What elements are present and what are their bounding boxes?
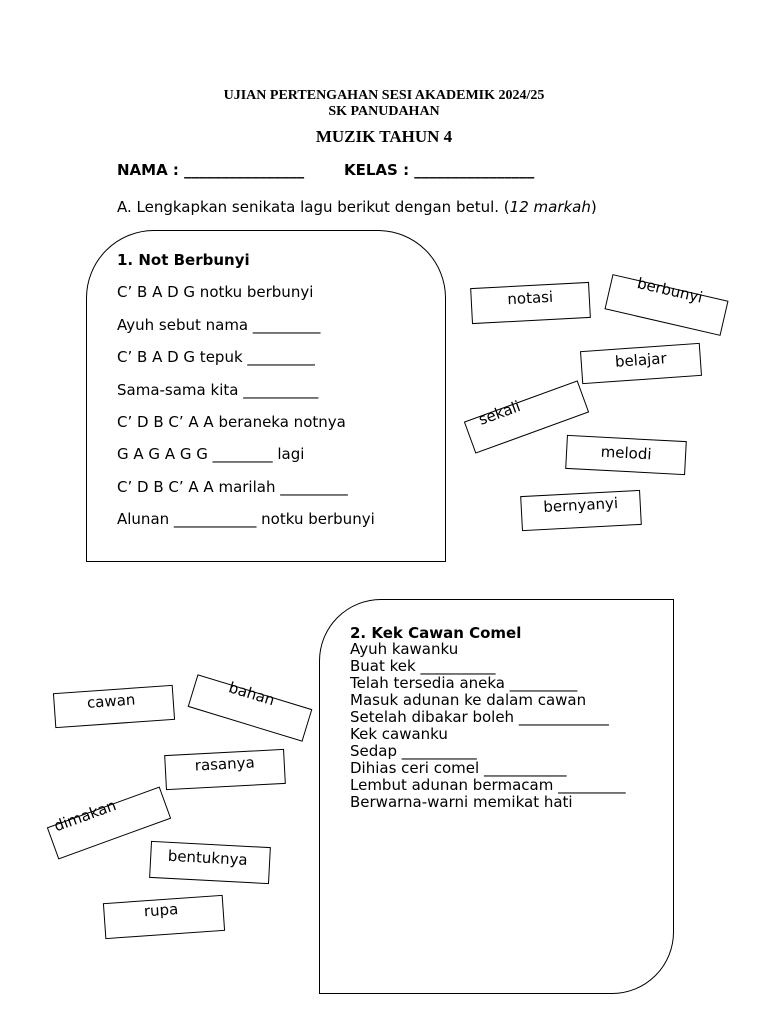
- instruction-text: A. Lengkapkan senikata lagu berikut dengan betul. (: [117, 198, 510, 216]
- word-card-melodi[interactable]: melodi: [565, 435, 687, 475]
- lyric-line[interactable]: Alunan ___________ notku berbunyi: [117, 510, 375, 528]
- lyric-line: Masuk adunan ke dalam cawan: [350, 691, 587, 709]
- word-card-bernyanyi[interactable]: bernyanyi: [520, 490, 642, 531]
- word-card-cawan[interactable]: cawan: [53, 685, 175, 728]
- word-card-notasi[interactable]: notasi: [470, 282, 591, 324]
- lyric-line[interactable]: C’ D B C’ A A marilah _________: [117, 478, 348, 496]
- class-field[interactable]: KELAS : ________________: [344, 161, 535, 179]
- word-card-belajar[interactable]: belajar: [580, 343, 702, 384]
- lyric-line[interactable]: Sama-sama kita __________: [117, 381, 319, 399]
- subject-title: MUZIK TAHUN 4: [315, 127, 453, 146]
- lyric-line[interactable]: Sedap __________: [350, 742, 477, 760]
- word-card-rasanya[interactable]: rasanya: [164, 749, 286, 790]
- word-card-bahan[interactable]: bahan: [188, 674, 313, 742]
- word-card-berbunyi[interactable]: berbunyi: [604, 274, 728, 336]
- lyric-line[interactable]: Telah tersedia aneka _________: [350, 674, 578, 692]
- lyric-line[interactable]: Buat kek __________: [350, 657, 496, 675]
- word-card-rupa[interactable]: rupa: [103, 895, 225, 939]
- instruction: [117, 198, 597, 216]
- lyric-line: C’ D B C’ A A beraneka notnya: [117, 413, 346, 431]
- lyric-line[interactable]: Ayuh sebut nama _________: [117, 316, 321, 334]
- word-card-dimakan[interactable]: dimakan: [47, 787, 171, 860]
- lyric-line[interactable]: Setelah dibakar boleh ____________: [350, 708, 609, 726]
- word-card-sekali[interactable]: sekali: [464, 380, 589, 453]
- lyric-line: Berwarna-warni memikat hati: [350, 793, 573, 811]
- lyric-line: Kek cawanku: [350, 725, 448, 743]
- word-card-bentuknya[interactable]: bentuknya: [149, 841, 271, 884]
- lyric-line[interactable]: Dihias ceri comel ___________: [350, 759, 567, 777]
- name-field[interactable]: NAMA : ________________: [117, 161, 305, 179]
- song2-title: 2. Kek Cawan Comel: [350, 624, 522, 642]
- school-name: SK PANUDAHAN: [328, 104, 440, 119]
- lyric-line: Ayuh kawanku: [350, 640, 459, 658]
- song2-lyrics: [350, 641, 626, 811]
- lyric-line: C’ B A D G notku berbunyi: [117, 283, 314, 301]
- exam-title: UJIAN PERTENGAHAN SESI AKADEMIK 2024/25: [223, 88, 545, 103]
- instruction-marks: 12 markah: [509, 198, 591, 216]
- lyric-line[interactable]: G A G A G G ________ lagi: [117, 445, 305, 463]
- instruction-suffix: ): [590, 198, 597, 216]
- song1-title: 1. Not Berbunyi: [117, 251, 250, 269]
- lyric-line[interactable]: Lembut adunan bermacam _________: [350, 776, 626, 794]
- lyric-line[interactable]: C’ B A D G tepuk _________: [117, 348, 315, 366]
